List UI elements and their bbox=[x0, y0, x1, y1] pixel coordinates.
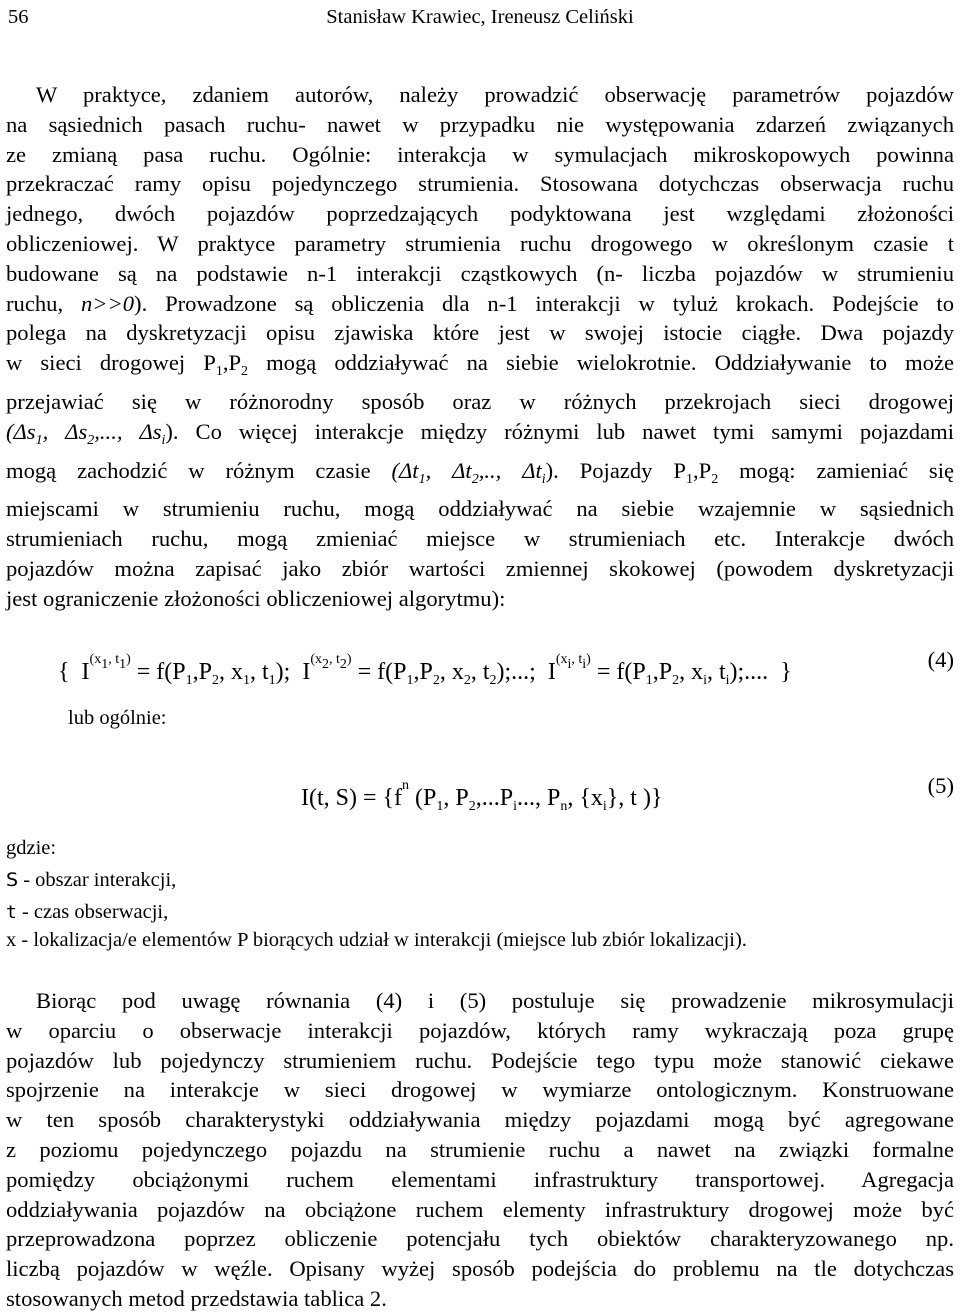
text-line: obliczeniowej. W praktyce parametry strumienia ruchu drogowego w określonym czasie t bbox=[6, 230, 954, 256]
vehicle-pair-symbol: $P_1,P_2$ bbox=[673, 457, 719, 487]
definitions-heading: gdzie: bbox=[6, 837, 57, 859]
text-line: spojrzenie na interakcje w sieci drogowej w wymiarze ontologicznym. Konstruowane bbox=[6, 1077, 954, 1103]
text-line: oddziaływania pojazdów na obciążone ruchem elementy infrastruktury drogowej może być bbox=[6, 1196, 954, 1222]
text-line: jednego, dwóch pojazdów poprzedzających podyktowana jest względami złożoności bbox=[6, 201, 954, 227]
delta-t-sequence: ($\Delta t_1$, $\Delta t_2$,.., $\Delta t_i$ bbox=[391, 457, 546, 487]
equation-number: (4) bbox=[927, 647, 954, 672]
text-line: mogą zachodzić w różnym czasie ($\Delta t_1$, $\Delta t_2$,.., $\Delta t_i$). Pojazdy $P_1,P_2$ mogą: zamieniać się bbox=[6, 457, 955, 487]
text-line: przeprowadzona poprzez obliczenie potencjału tych obiektów charakteryzowanego np. bbox=[6, 1226, 954, 1252]
equation-4 bbox=[6, 636, 954, 688]
text-line: w sieci drogowej $P_1,P_2$ mogą oddziaływać na siebie wielokrotnie. Oddziaływanie to może bbox=[6, 350, 954, 380]
text-line: w oparciu o obserwacje interakcji pojazdów, których ramy wykraczają poza grupę bbox=[6, 1017, 954, 1043]
text-line: przekraczać ramy opisu pojedynczego strumienia. Stosowana dotychczas obserwacja ruchu bbox=[6, 171, 954, 197]
text-line: polega na dyskretyzacji opisu zjawiska które jest w swojej istocie ciągłe. Dwa pojazdy bbox=[6, 320, 954, 346]
definition-item: x - lokalizacja/e elementów P biorących udział w interakcji (miejsce lub zbiór lokalizacji). bbox=[6, 929, 747, 951]
paragraph-interactions bbox=[6, 80, 954, 614]
text-line: pojazdów lub pojedynczy strumieniem ruchu. Podejście tego typu może stanowić ciekawe bbox=[6, 1047, 954, 1073]
text-line: pomiędzy obciążonymi ruchem elementami infrastruktury transportowej. Agregacja bbox=[6, 1166, 954, 1192]
text-line: w ten sposób charakterystyki oddziaływania między pojazdami mogą być agregowane bbox=[6, 1107, 954, 1133]
definition-symbol: x bbox=[6, 929, 17, 951]
equation-4-body: { $I^{(x_1, t_1)} = f(P_1,P_2$, $x_1$, $t_1$); $I^{(x_2, t_2)} = f(P_1,P_2$, $x_2$, $t_2$);...; $I^{(x_i, t_i)} = f(P_1,P_2$, $x_i$, $t_i$);.... } bbox=[58, 652, 792, 688]
paragraph-microsimulation bbox=[6, 986, 954, 1314]
text-line: liczbą pojazdów w węźle. Opisany wyżej sposób podejścia do problemu na tle dotychczas bbox=[6, 1256, 954, 1282]
text-line: Biorąc pod uwagę równania (4) i (5) postuluje się prowadzenie mikrosymulacji bbox=[36, 988, 954, 1013]
text-line: stosowanych metod przedstawia tablica 2. bbox=[6, 1285, 387, 1311]
definition-symbol: S bbox=[6, 869, 19, 891]
text-line: jest ograniczenie złożoności obliczeniowej algorytmu): bbox=[6, 585, 506, 611]
vehicle-pair-symbol: $P_1,P_2$ bbox=[203, 350, 249, 380]
definition-symbol: t bbox=[6, 902, 17, 923]
definition-item: S - obszar interakcji, bbox=[6, 869, 177, 891]
page-number: 56 bbox=[8, 6, 29, 28]
text-line: W praktyce, zdaniem autorów, należy prowadzić obserwację parametrów pojazdów bbox=[36, 82, 954, 107]
text-line: ($\Delta s_1$, $\Delta s_2$,..., $\Delta s_i$). Co więcej interakcje między różnymi lub nawet tymi samymi pojazdami bbox=[6, 418, 954, 448]
text-line: na sąsiednich pasach ruchu- nawet w przypadku nie występowania zdarzeń związanych bbox=[6, 111, 954, 137]
equation-5 bbox=[6, 762, 954, 814]
text-line: miejscami w strumieniu ruchu, mogą oddziaływać na siebie wzajemnie w sąsiednich bbox=[6, 496, 954, 522]
or-generally-label: lub ogólnie: bbox=[68, 707, 167, 729]
equation-number: (5) bbox=[927, 773, 954, 798]
text-line: przejawiać się w różnorodny sposób oraz w różnych przekrojach sieci drogowej bbox=[6, 388, 954, 414]
text-line: z poziomu pojedynczego pojazdu na strumienie ruchu a nawet na związki formalne bbox=[6, 1136, 954, 1162]
text-line: budowane są na podstawie n-1 interakcji cząstkowych (n- liczba pojazdów w strumieniu bbox=[6, 260, 954, 286]
definition-item: t - czas obserwacji, bbox=[6, 901, 169, 923]
equation-5-body: I(t, $S) = \{f^n$ ($P_1$, $P_2,...P_i$..., $P_n$, $\{x_i\}$, t )} bbox=[301, 778, 663, 814]
text-line: strumieniach ruchu, mogą zmieniać miejsce w strumieniach etc. Interakcje dwóch bbox=[6, 526, 954, 552]
running-head: Stanisław Krawiec, Ireneusz Celiński bbox=[326, 6, 634, 28]
text-line: ruchu, n>>0). Prowadzone są obliczenia dla n-1 interakcji w tyluż krokach. Podejście to bbox=[6, 290, 954, 316]
delta-s-sequence: ($\Delta s_1$, $\Delta s_2$,..., $\Delta s_i$ bbox=[6, 418, 166, 448]
text-line: pojazdów można zapisać jako zbiór wartości zmiennej skokowej (powodem dyskretyzacji bbox=[6, 555, 954, 581]
document-page bbox=[6, 0, 954, 1314]
text-line: ze zmianą pasa ruchu. Ogólnie: interakcja w symulacjach mikroskopowych powinna bbox=[6, 141, 954, 167]
page-header bbox=[6, 2, 954, 32]
